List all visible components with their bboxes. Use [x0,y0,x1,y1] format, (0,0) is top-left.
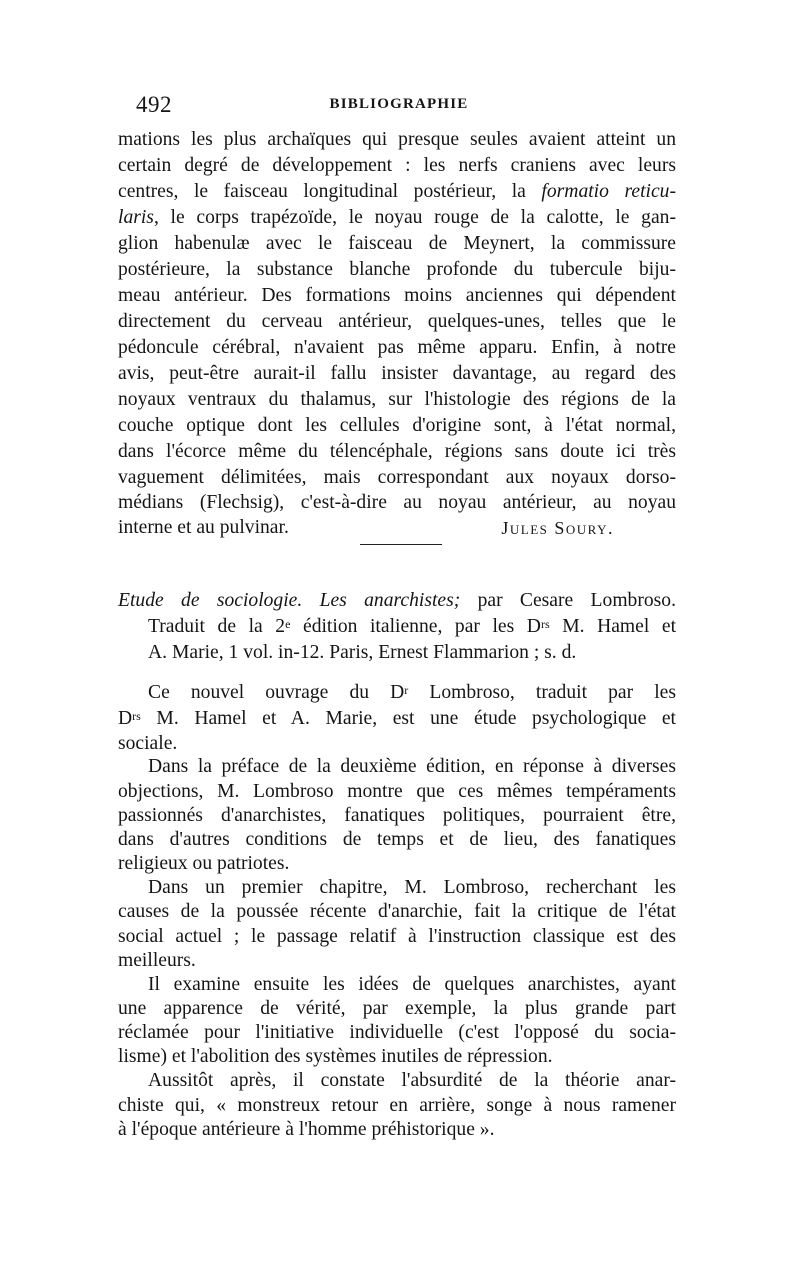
text-line: Aussitôt après, il constate l'absurdité de la théorie anar- [148,1070,676,1091]
text-line: réclamée pour l'initiative individuelle (c'est l'opposé du socia- [118,1022,676,1043]
text-line: dans l'écorce même du télencéphale, régions sans doute ici très [118,441,676,462]
text-line: pédoncule cérébral, n'avaient pas même apparu. Enfin, à notre [118,337,676,358]
italic-term: formatio reticu- [541,181,676,202]
text-line: mations les plus archaïques qui presque seules avaient atteint un [118,129,676,150]
section-divider [360,544,442,545]
text-line: glion habenulæ avec le faisceau de Meynert, la commissure [118,233,676,254]
text-span: centres, le faisceau longitudinal postérieur, la [118,181,542,202]
text-line: social actuel ; le passage relatif à l'instruction classique est des [118,926,676,947]
signature: Jules Soury. [501,518,614,538]
text-line [118,179,676,205]
text-line: Il examine ensuite les idées de quelques anarchistes, ayant [148,974,676,995]
text-line: interne et au pulvinar. [118,517,289,538]
citation-line [148,614,676,640]
page-number: 492 [136,92,172,117]
text-line: dans d'autres conditions de temps et de lieu, des fanatiques [118,829,676,850]
citation-line: A. Marie, 1 vol. in-12. Paris, Ernest Flammarion ; s. d. [148,642,577,663]
text-line: directement du cerveau antérieur, quelques-unes, telles que le [118,311,676,332]
text-line: avis, peut-être aurait-il fallu insister davantage, au regard des [118,363,676,384]
italic-term: laris [118,207,154,228]
text-line: noyaux ventraux du thalamus, sur l'histologie des régions de la [118,389,676,410]
book-title: Etude de sociologie. Les anarchistes; [118,590,461,611]
text-span: édition italienne, par les D [290,616,541,637]
text-line [118,205,676,231]
text-line: chiste qui, « monstreux retour en arrière, songe à nous ramener [118,1095,676,1116]
citation-line [118,588,676,614]
superscript: rs [132,709,141,723]
text-span: par Cesare Lombroso. [460,590,676,611]
text-span: M. Hamel et [549,616,677,637]
text-span: Lombroso, traduit par les [408,682,676,703]
text-line: objections, M. Lombroso montre que ces mêmes tempéraments [118,781,676,802]
text-line: vaguement délimitées, mais correspondant aux noyaux dorso- [118,467,676,488]
text-line: médians (Flechsig), c'est-à-dire au noyau antérieur, au noyau [118,492,676,513]
text-line: à l'époque antérieure à l'homme préhistorique ». [118,1119,495,1140]
text-span: D [118,708,133,729]
superscript: r [404,683,409,697]
text-line: couche optique dont les cellules d'origine sont, à l'état normal, [118,415,676,436]
superscript: e [285,617,291,631]
text-line: meilleurs. [118,950,196,971]
text-line: sociale. [118,733,178,754]
text-line: Dans la préface de la deuxième édition, en réponse à diverses [148,756,676,777]
text-line: religieux ou patriotes. [118,853,290,874]
text-line: meau antérieur. Des formations moins anciennes qui dépendent [118,285,676,306]
text-line: postérieure, la substance blanche profonde du tubercule biju- [118,259,676,280]
text-span: M. Hamel et A. Marie, est une étude psychologique et [140,708,676,729]
text-line: lisme) et l'abolition des systèmes inutiles de répression. [118,1046,553,1067]
text-span: Ce nouvel ouvrage du D [148,682,405,703]
text-line: causes de la poussée récente d'anarchie, fait la critique de l'état [118,901,676,922]
running-head [118,92,680,118]
text-span: , le corps trapézoïde, le noyau rouge de la calotte, le gan- [153,207,676,228]
text-line: passionnés d'anarchistes, fanatiques politiques, pourraient être, [118,805,676,826]
running-title: BIBLIOGRAPHIE [329,96,469,112]
superscript: rs [540,617,550,631]
text-line: Dans un premier chapitre, M. Lombroso, recherchant les [148,877,676,898]
text-line [118,706,676,732]
text-line [148,680,676,706]
text-span: Traduit de la 2 [148,616,286,637]
text-line: certain degré de développement : les nerfs craniens avec leurs [118,155,676,176]
text-line: une apparence de vérité, par exemple, la plus grande part [118,998,676,1019]
